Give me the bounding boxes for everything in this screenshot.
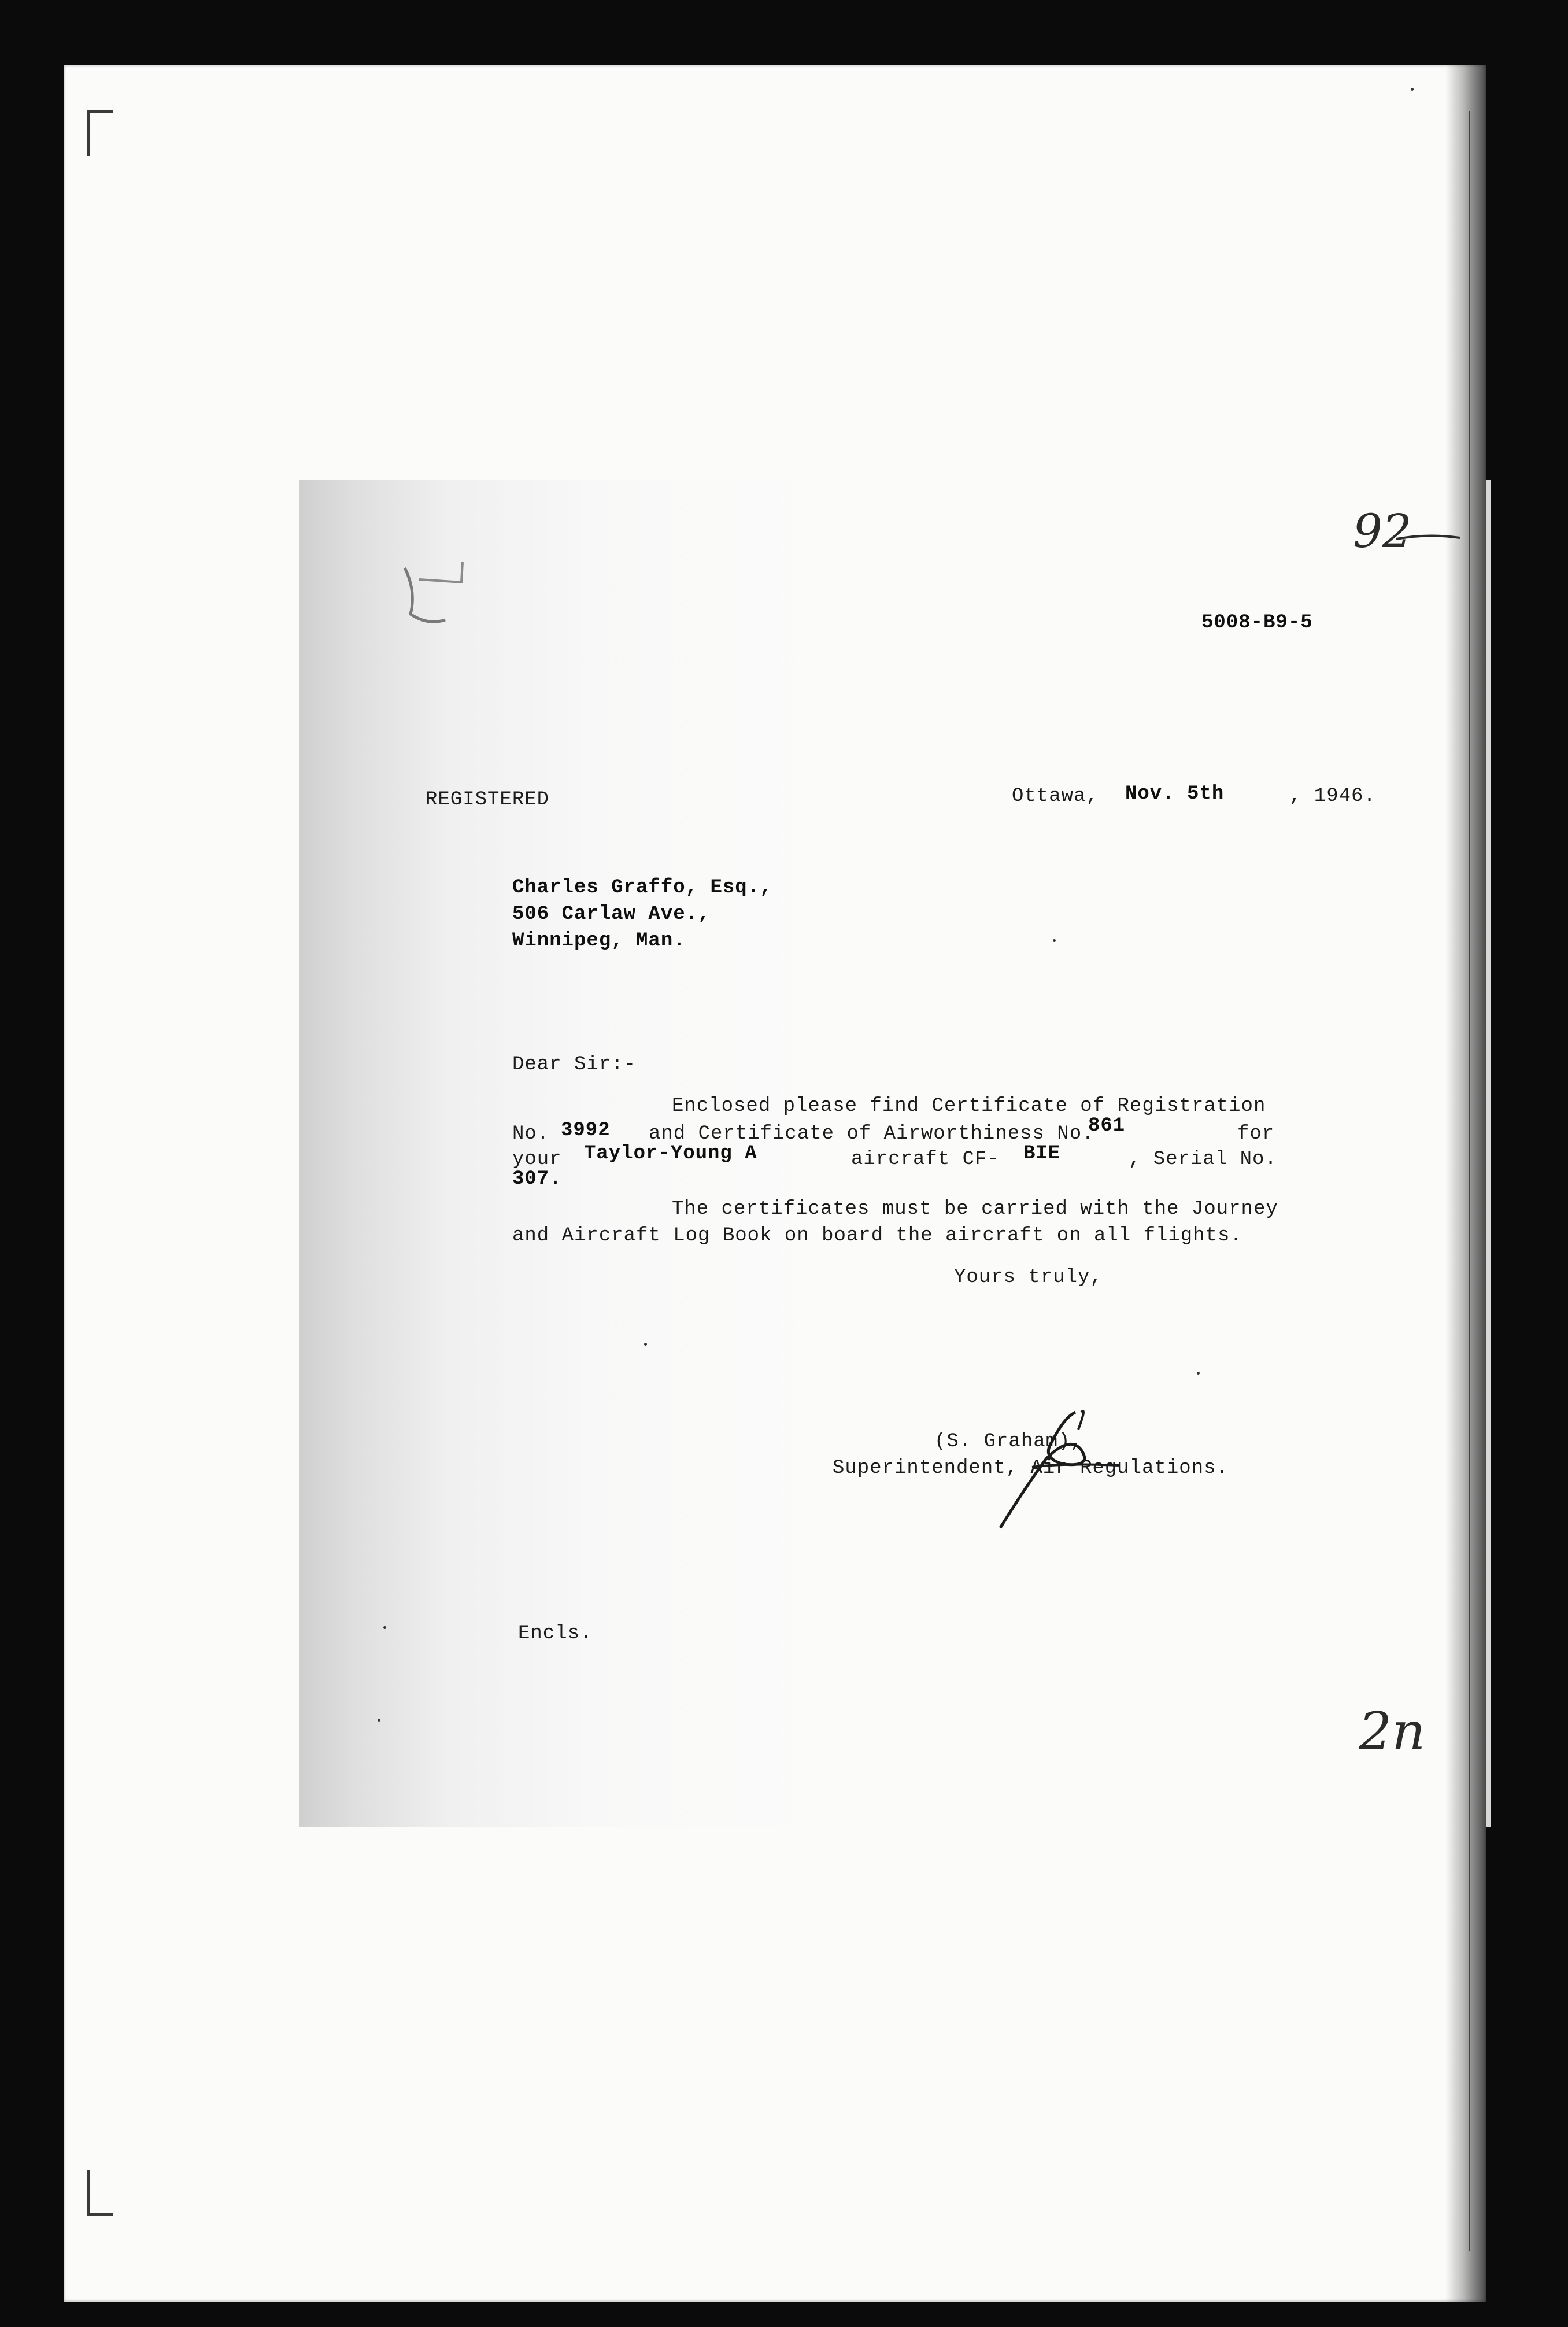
registered-label: REGISTERED [426,789,550,811]
body-line-5: and Aircraft Log Book on board the aircraft on all flights. [512,1225,1242,1247]
body-line-3-suffix: , Serial No. [1129,1148,1277,1170]
speck [378,1719,380,1722]
registration-number: 3992 [561,1120,611,1142]
recipient-name: Charles Graffo, Esq., [512,877,772,899]
enclosures: Encls. [518,1623,593,1645]
body-line-3-mid: aircraft CF- [851,1148,1000,1170]
handwritten-page-number: 92 [1353,504,1412,558]
body-line-2-suffix: for [1237,1123,1275,1145]
faint-stamp-mark [393,556,509,637]
recipient-city: Winnipeg, Man. [512,930,686,952]
handwritten-underline [1393,527,1463,545]
file-number: 5008-B9-5 [1201,612,1313,634]
body-line-4: The certificates must be carried with the Journey [672,1198,1278,1220]
speck [1053,939,1056,942]
handwritten-bottom-mark: 2n [1359,1701,1426,1762]
closing: Yours truly, [954,1266,1103,1288]
body-line-1: Enclosed please find Certificate of Registration [672,1095,1266,1117]
body-line-2-mid: and Certificate of Airworthiness No. [649,1123,1094,1145]
signer-title: Superintendent, Air Regulations. [833,1457,1229,1479]
scanner-edge-shadow [1445,65,1486,2302]
serial-number: 307. [512,1168,562,1190]
crop-mark-bottom-left [87,2170,90,2216]
place: Ottawa, [1012,785,1099,807]
speck [1411,88,1414,91]
body-line-2-prefix: No. [512,1123,550,1145]
crop-mark-top-left [87,110,113,113]
crop-mark-top-left [87,110,90,156]
document-page [64,65,1486,2302]
signer-name: (S. Graham), [934,1431,1083,1453]
speck [644,1343,647,1346]
crop-mark-bottom-left [87,2213,113,2216]
date-month-day: Nov. 5th [1125,783,1225,805]
body-line-3-prefix: your [512,1148,562,1170]
salutation: Dear Sir:- [512,1054,637,1076]
recipient-street: 506 Carlaw Ave., [512,903,711,925]
aircraft-type: Taylor-Young A [584,1143,757,1165]
airworthiness-number: 861 [1088,1115,1126,1137]
speck [383,1626,386,1629]
date-year: , 1946. [1289,785,1376,807]
aircraft-registration: BIE [1023,1143,1061,1165]
speck [1197,1372,1200,1375]
